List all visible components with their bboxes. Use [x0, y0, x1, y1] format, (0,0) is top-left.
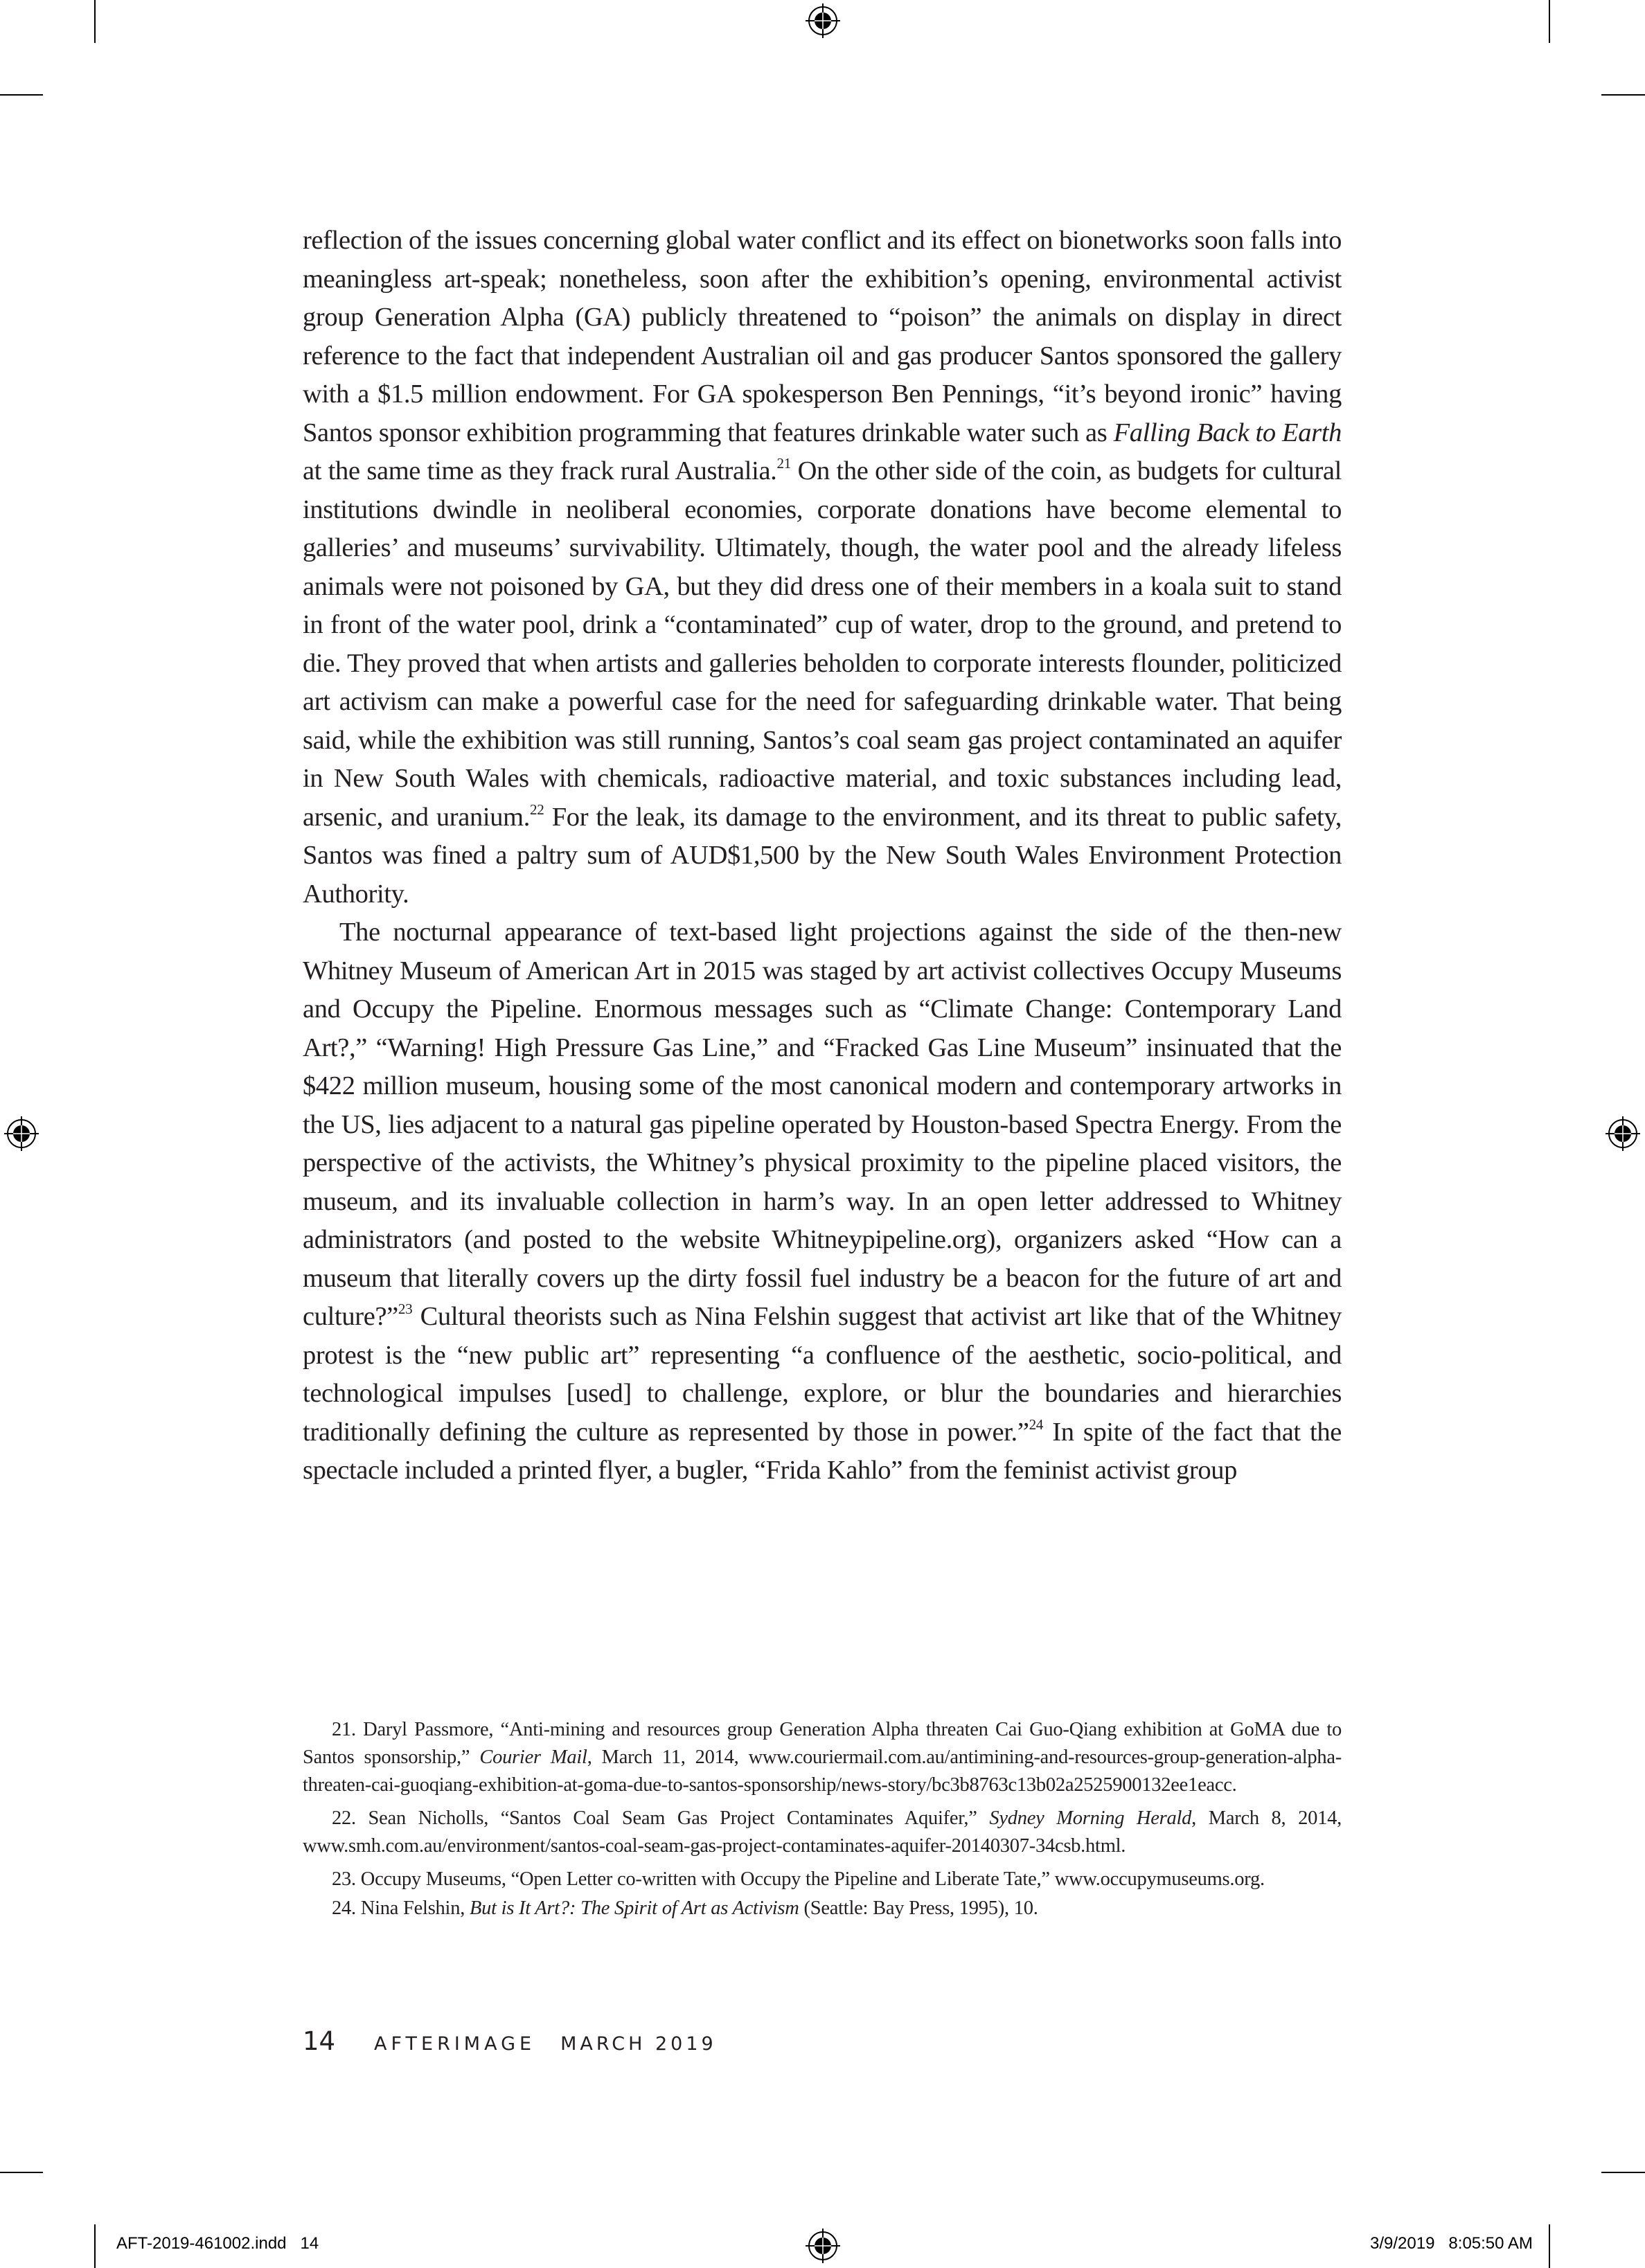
crop-mark-bottom-right-horizontal	[1601, 2172, 1645, 2173]
article-body	[303, 222, 1342, 1490]
crop-mark-bottom-right-vertical	[1549, 2224, 1550, 2268]
page-folio	[303, 2026, 717, 2056]
crop-mark-bottom-left-horizontal	[0, 2172, 43, 2173]
registration-target-icon	[4, 1116, 39, 1151]
registration-target-icon	[806, 2229, 840, 2263]
registration-target-icon	[806, 3, 840, 38]
issue-date: MARCH 2019	[560, 2033, 717, 2055]
crop-mark-bottom-left-vertical	[94, 2224, 96, 2268]
footnote-22: 22. Sean Nicholls, “Santos Coal Seam Gas Project Contaminates Aquifer,” Sydney Morning Herald, March 8, 2014, www.smh.com.au/environment/santos-coal-seam-gas-project-contaminates-aquifer-20140307-34csb.html.	[303, 1807, 1342, 1857]
registration-target-icon	[1606, 1116, 1640, 1151]
paragraph-whitney: The nocturnal appearance of text-based light projections against the side of the then-new Whitney Museum of American Art in 2015 was staged by art activist collectives Occupy Museums and Occupy the Pipeline. Enormous messages such as “Climate Change: Contemporary Land Art?,” “Warning! High Pressure Gas Line,” and “Fracked Gas Line Museum” insinuated that the $422 million museum, housing some of the most canonical modern and contemporary artworks in the US, lies adjacent to a natural gas pipeline operated by Houston-based Spectra Energy. From the perspective of the activists, the Whitney’s physical proximity to the pipeline placed visitors, the museum, and its invaluable collection in harm’s way. In an open letter addressed to Whitney administrators (and posted to the website Whitneypipeline.org), organizers asked “How can a museum that literally covers up the dirty fossil fuel industry be a beacon for the future of art and culture?”$^{23}$ Cultural theorists such as Nina Felshin suggest that activist art like that of the Whitney protest is the “new public art” representing “a confluence of the aesthetic, socio-political, and technological impulses [used] to challenge, explore, or blur the boundaries and hierarchies traditionally defining the culture as represented by those in power.”$^{24}$ In spite of the fact that the spectacle included a printed flyer, a bugler, “Frida Kahlo” from the feminist activist group	[303, 918, 1342, 1485]
crop-mark-top-left-horizontal	[0, 94, 43, 96]
paragraph-continued: reflection of the issues concerning global water conflict and its effect on bionetworks soon falls into meaningless art-speak; nonetheless, soon after the exhibition’s opening, environmental activist group Generation Alpha (GA) publicly threatened to “poison” the animals on display in direct reference to the fact that independent Australian oil and gas producer Santos sponsored the gallery with a $1.5 million endowment. For GA spokesperson Ben Pennings, “it’s beyond ironic” having Santos sponsor exhibition programming that features drinkable water such as Falling Back to Earth at the same time as they frack rural Australia.$^{21}$ On the other side of the coin, as budgets for cultural institutions dwindle in neoliberal economies, corporate donations have become elemental to galleries’ and museums’ survivability. Ultimately, though, the water pool and the already lifeless animals were not poisoned by GA, but they did dress one of their members in a koala suit to stand in front of the water pool, drink a “contaminated” cup of water, drop to the ground, and pretend to die. They proved that when artists and galleries beholden to corporate interests flounder, politicized art activism can make a powerful case for the need for safeguarding drinkable water. That being said, while the exhibition was still running, Santos’s coal seam gas project contaminated an aquifer in New South Wales with chemicals, radioactive material, and toxic substances including lead, arsenic, and uranium.$^{22}$ For the leak, its damage to the environment, and its threat to public safety, Santos was fined a paltry sum of AUD$1,500 by the New South Wales Environment Protection Authority.	[303, 226, 1342, 909]
crop-mark-top-right-vertical	[1549, 0, 1550, 43]
footnote-24: 24. Nina Felshin, But is It Art?: The Spirit of Art as Activism (Seattle: Bay Press, 1995), 10.	[332, 1898, 1038, 1919]
slug-file-name: AFT-2019-461002.indd 14	[116, 2234, 319, 2253]
crop-mark-top-left-vertical	[94, 0, 96, 43]
footnote-ref-22[interactable]: 22	[530, 801, 544, 818]
footnote-ref-24[interactable]: 24	[1029, 1416, 1044, 1433]
publication-name: AFTERIMAGE	[374, 2033, 536, 2055]
footnote-ref-23[interactable]: 23	[398, 1301, 413, 1318]
page-number: 14	[303, 2026, 336, 2056]
slug-timestamp: 3/9/2019 8:05:50 AM	[1370, 2234, 1533, 2253]
footnote-21: 21. Daryl Passmore, “Anti-mining and resources group Generation Alpha threaten Cai Guo-Qiang exhibition at GoMA due to Santos sponsorship,” Courier Mail, March 11, 2014, www.couriermail.com.au/antimining-and-resources-group-generation-alpha-threaten-cai-guoqiang-exhibition-at-goma-due-to-santos-sponsorship/news-story/bc3b8763c13b02a2525900132ee1eacc.	[303, 1719, 1342, 1796]
artwork-title: Falling Back to Earth	[1113, 418, 1342, 447]
footnotes	[303, 1716, 1342, 1928]
crop-mark-top-right-horizontal	[1601, 94, 1645, 96]
footnote-ref-21[interactable]: 21	[776, 455, 791, 472]
footnote-23: 23. Occupy Museums, “Open Letter co-written with Occupy the Pipeline and Liberate Tate,” www.occupymuseums.org.	[332, 1868, 1265, 1890]
